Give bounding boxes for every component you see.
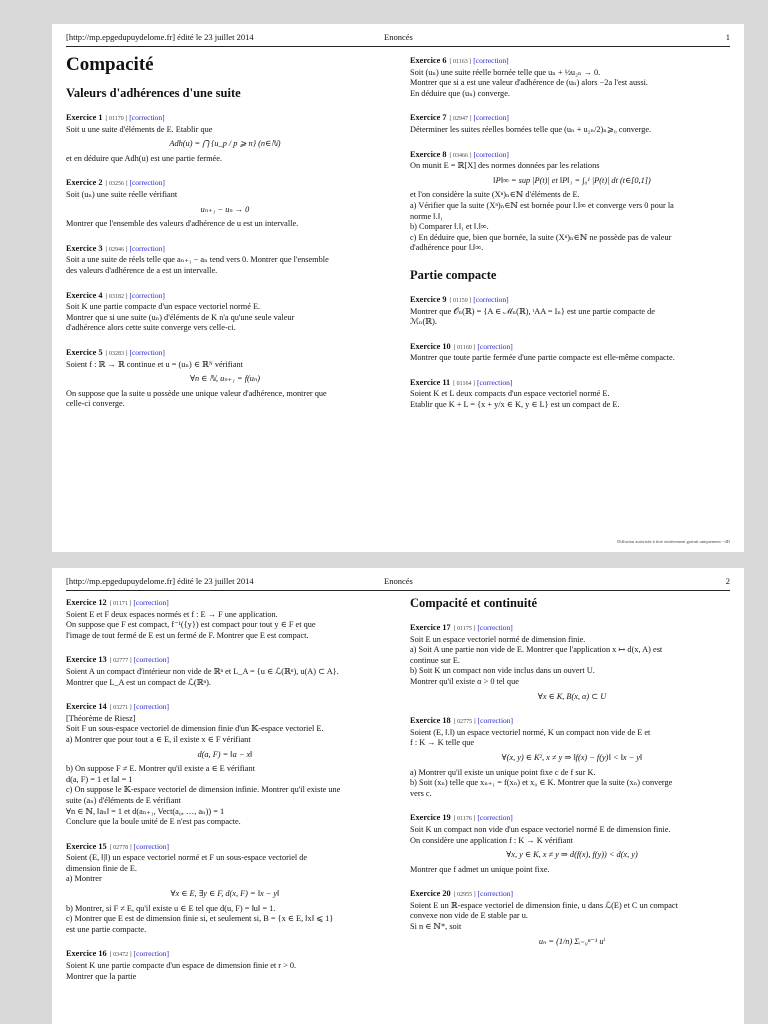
display-formula: ∀(x, y) ∈ K², x ≠ y ⇒ ‖f(x) − f(y)‖ < ‖x − y‖ xyxy=(501,752,643,762)
exercise-text: celle-ci converge. xyxy=(66,399,125,409)
exercise-text: Soit a une suite de réels telle que aₙ₊₁ − aₙ tend vers 0. Montrer que l'ensemble xyxy=(66,255,329,265)
exercise xyxy=(410,378,734,411)
exercise-text: suite (aₙ) d'éléments de E vérifiant xyxy=(66,795,181,805)
exercise-text: d(a, F) = 1 et ‖a‖ = 1 xyxy=(66,774,133,784)
correction-link[interactable]: [correction] xyxy=(477,623,513,632)
correction-link[interactable]: [correction] xyxy=(133,702,170,712)
exercise-code: [ 03283 ] xyxy=(105,350,128,357)
exercise-heading xyxy=(66,244,384,256)
exercise-text: et l'on considère la suite (Xⁿ)ₙ∈ℕ d'éléments de E. xyxy=(410,190,580,200)
exercise-text: Soient K et L deux compacts d'un espace vectoriel normé E. xyxy=(410,389,610,399)
exercise-code: [ 01171 ] xyxy=(109,601,132,607)
exercise-text: Soient E et F deux espaces normés et f : E → F une application. xyxy=(66,609,278,619)
exercise xyxy=(66,113,384,164)
correction-link[interactable]: [correction] xyxy=(477,716,514,726)
exercise-code: [ 01164 ] xyxy=(453,380,475,387)
exercise-text: c) En déduire que, bien que bornée, la suite (Xⁿ)ₙ∈ℕ ne possède pas de valeur xyxy=(410,232,672,242)
correction-link[interactable]: [correction] xyxy=(129,113,165,122)
exercise-text: a) Vérifier que la suite (Xⁿ)ₙ∈ℕ est bornée pour ‖.‖∞ et converge vers 0 pour la xyxy=(410,200,674,210)
page-1 xyxy=(52,24,744,552)
exercise xyxy=(410,889,734,947)
correction-link[interactable]: [correction] xyxy=(129,290,165,300)
exercise-heading xyxy=(410,378,734,390)
exercise-text: b) On suppose F ≠ E. Montrer qu'il existe a ∈ E vérifiant xyxy=(66,764,255,774)
section-title: Valeurs d'adhérences d'une suite xyxy=(66,86,241,100)
display-formula: ‖P‖∞ = sup |P(t)| et ‖P‖₁ = ∫₀¹ |P(t)| dt (t∈[0,1]) xyxy=(493,175,651,185)
exercise-heading xyxy=(66,702,384,714)
exercise-text: Soient E un ℝ-espace vectoriel de dimension finie, u dans ℒ(E) et C un compact xyxy=(410,900,678,910)
exercise-heading xyxy=(66,113,384,125)
exercise-heading xyxy=(410,56,734,68)
display-formula: Adh(u) = ⋂ {u_p / p ⩾ n} (n∈ℕ) xyxy=(169,139,281,149)
page-title: Compacité xyxy=(66,54,154,75)
exercise-text: Montrer que L_A est un compact de ℒ(ℝⁿ). xyxy=(66,677,211,687)
exercise-text: b) Soit K un compact non vide inclus dans un ouvert U. xyxy=(410,666,595,676)
exercise-heading xyxy=(66,348,384,360)
exercise-text: dimension finie de E. xyxy=(66,863,137,873)
correction-link[interactable]: [correction] xyxy=(477,813,513,823)
exercise-title: Exercice 9 xyxy=(410,294,447,304)
exercise-text: Si n ∈ ℕ*, soit xyxy=(410,922,462,932)
exercise-text: c) On suppose le 𝕂-espace vectoriel de dimension infinie. Montrer qu'il existe une xyxy=(66,785,341,795)
correction-link[interactable]: [correction] xyxy=(476,377,513,387)
exercise-text: Montrer que toute partie fermée d'une partie compacte est elle-même compacte. xyxy=(410,353,675,363)
exercise-heading xyxy=(410,889,734,901)
exercise-title: Exercice 2 xyxy=(66,178,103,188)
exercise-code: [ 01170 ] xyxy=(105,116,128,122)
left-column xyxy=(66,52,384,424)
exercise-text: Déterminer les suites réelles bornées telle que (uₙ + u₂ₙ/2)ₙ⩾₀ converge. xyxy=(410,124,652,134)
exercise-text: Soit K une partie compacte d'un espace vectoriel normé E. xyxy=(66,302,261,312)
exercise xyxy=(410,56,734,99)
exercise-title: Exercice 14 xyxy=(66,702,107,712)
exercise xyxy=(410,295,734,328)
exercise-text: l'image de tout fermé de E est un fermé de F. Montrer que E est compact. xyxy=(66,630,309,640)
page-header xyxy=(66,32,730,47)
page-footer: Diffusion autorisée à titre entièrement gratuit uniquement - dD xyxy=(617,539,730,544)
exercise xyxy=(66,655,384,688)
exercise-text: Montrer que l'ensemble des valeurs d'adhérence de u est un intervalle. xyxy=(66,219,299,229)
exercise-heading xyxy=(66,178,384,190)
page-2 xyxy=(52,568,744,1024)
exercise-title: Exercice 11 xyxy=(410,377,451,387)
exercise-title: Exercice 17 xyxy=(410,623,451,632)
exercise-text: a) Montrer qu'il existe un unique point fixe c de f sur K. xyxy=(410,767,596,777)
exercise-heading xyxy=(66,842,384,854)
exercise-code: [ 01163 ] xyxy=(449,59,472,65)
exercise-title: Exercice 6 xyxy=(410,56,447,65)
exercise-text: Montrer que f admet un unique point fixe. xyxy=(410,864,550,874)
exercise-title: Exercice 16 xyxy=(66,949,107,959)
exercise-code: [ 03271 ] xyxy=(109,705,132,712)
exercise-text: Soient (E, ‖.‖) un espace vectoriel normé, K un compact non vide de E et xyxy=(410,727,651,737)
exercise-text: Soit K un compact non vide d'un espace vectoriel normé E de dimension finie. xyxy=(410,824,671,834)
exercise-text: vers c. xyxy=(410,788,432,798)
correction-link[interactable]: [correction] xyxy=(477,341,513,351)
exercise-text: Soit (uₙ) une suite réelle vérifiant xyxy=(66,189,178,199)
exercise-text: continue sur E. xyxy=(410,655,461,665)
left-column xyxy=(66,598,384,996)
exercise-code: [ 02778 ] xyxy=(109,844,132,851)
exercise-text: des valeurs d'adhérence de a est un intervalle. xyxy=(66,265,218,275)
exercise-text: Montrer qu'il existe α > 0 tel que xyxy=(410,676,519,686)
exercise xyxy=(410,716,734,799)
exercise-title: Exercice 5 xyxy=(66,347,103,357)
page-number: 1 xyxy=(725,32,730,42)
exercise-text: On munit E = ℝ[X] des normes données par les relations xyxy=(410,161,600,171)
exercise-text: On suppose que F est compact, f⁻¹({y}) est compact pour tout y ∈ F et que xyxy=(66,620,316,630)
exercise-text: Montrer que si a est une valeur d'adhérence de (uₙ) alors −2a l'est aussi. xyxy=(410,78,648,88)
exercise xyxy=(66,178,384,229)
display-formula: ∀x ∈ K, B(x, α) ⊂ U xyxy=(537,691,607,701)
exercise-text: Montrer que si une suite (uₙ) d'éléments de K n'a qu'une seule valeur xyxy=(66,312,295,322)
exercise-title: Exercice 19 xyxy=(410,813,451,823)
display-formula: uₙ = (1/n) Σᵢ₌₀ⁿ⁻¹ uⁱ xyxy=(538,936,606,946)
exercise xyxy=(410,113,734,135)
exercise xyxy=(410,150,734,254)
exercise-text: Soit F un sous-espace vectoriel de dimension finie d'un 𝕂-espace vectoriel E. xyxy=(66,724,324,734)
exercise-text: Soient f : ℝ → ℝ continue et u = (uₙ) ∈ ℝᴺ vérifiant xyxy=(66,359,243,369)
exercise-code: [ 02775 ] xyxy=(453,719,476,726)
exercise-text: On suppose que la suite u possède une unique valeur d'adhérence, montrer que xyxy=(66,388,327,398)
exercise-text: b) Montrer, si F ≠ E, qu'il existe u ∈ E tel que d(u, F) = ‖u‖ = 1. xyxy=(66,903,276,913)
right-column xyxy=(410,56,734,425)
exercise xyxy=(66,244,384,277)
exercise-heading xyxy=(410,150,734,162)
exercise-text: Soient A un compact d'intérieur non vide de ℝⁿ et L_A = {u ∈ ℒ(ℝⁿ), u(A) ⊂ A}. xyxy=(66,666,339,676)
exercise-text: d'adhérence alors cette suite converge vers celle-ci. xyxy=(66,323,236,333)
correction-link[interactable]: [correction] xyxy=(473,56,509,65)
exercise-heading xyxy=(410,623,734,635)
exercise xyxy=(66,291,384,334)
exercise-text: et en déduire que Adh(u) est une partie fermée. xyxy=(66,153,222,163)
exercise-text: ∀n ∈ ℕ, ‖aₙ‖ = 1 et d(aₙ₊₁, Vect(a₀, …, aₙ)) = 1 xyxy=(66,806,225,816)
exercise-code: [ 01159 ] xyxy=(449,297,472,304)
exercise-text: c) Montrer que E est de dimension finie si, et seulement si, B = {x ∈ E, ‖x‖ ⩽ 1} xyxy=(66,914,334,924)
exercise-title: Exercice 10 xyxy=(410,341,451,351)
exercise xyxy=(410,342,734,364)
exercise xyxy=(66,702,384,828)
exercise-text: Montrer que 𝒪ₙ(ℝ) = {A ∈ ℳₙ(ℝ), ᵗAA = Iₙ} est une partie compacte de xyxy=(410,306,655,316)
exercise-text: est une partie compacte. xyxy=(66,924,147,934)
exercise-code: [ 02947 ] xyxy=(449,116,472,123)
exercise-heading xyxy=(66,949,384,961)
exercise-text: b) Comparer ‖.‖₁ et ‖.‖∞. xyxy=(410,222,489,232)
correction-link[interactable]: [correction] xyxy=(473,294,509,304)
exercise-list xyxy=(410,295,734,411)
exercise-text: d'adhérence pour ‖.‖∞. xyxy=(410,243,484,253)
exercise-code: [ 01160 ] xyxy=(453,344,476,351)
header-section: Enoncés xyxy=(384,576,413,586)
page-number: 2 xyxy=(725,576,730,586)
header-source: [http://mp.epgedupuydelome.fr] édité le 23 juillet 2014 xyxy=(66,576,254,586)
exercise-title: Exercice 18 xyxy=(410,716,451,726)
exercise-text: En déduire que (uₙ) converge. xyxy=(410,88,510,98)
exercise-heading xyxy=(410,295,734,307)
header-section: Enoncés xyxy=(384,32,413,42)
exercise-list xyxy=(410,56,734,254)
correction-link[interactable]: [correction] xyxy=(133,598,169,607)
exercise-title: Exercice 8 xyxy=(410,149,447,159)
exercise-text: On considère une application f : K → K vérifiant xyxy=(410,835,573,845)
correction-link[interactable]: [correction] xyxy=(133,949,170,959)
correction-link[interactable]: [correction] xyxy=(129,243,165,253)
exercise-code: [ 02777 ] xyxy=(109,658,132,665)
exercise-heading xyxy=(410,716,734,728)
correction-link[interactable]: [correction] xyxy=(129,178,165,188)
exercise-code: [ 01175 ] xyxy=(453,626,476,632)
exercise-code: [ 02955 ] xyxy=(453,892,476,899)
display-formula: ∀x ∈ E, ∃y ∈ F, d(x, F) = ‖x − y‖ xyxy=(170,889,280,899)
exercise-text: Soient K une partie compacte d'un espace de dimension finie et r > 0. xyxy=(66,961,297,971)
exercise-list xyxy=(66,598,384,982)
exercise-title: Exercice 7 xyxy=(410,113,447,123)
exercise-text: [Théorème de Riesz] xyxy=(66,713,136,723)
exercise-text: Conclure que la boule unité de E n'est pas compacte. xyxy=(66,817,241,827)
section-title: Compacité et continuité xyxy=(410,596,538,610)
exercise-text: a) Montrer xyxy=(66,874,102,884)
exercise xyxy=(410,813,734,875)
exercise-title: Exercice 1 xyxy=(66,113,103,122)
header-source: [http://mp.epgedupuydelome.fr] édité le 23 juillet 2014 xyxy=(66,32,254,42)
correction-link[interactable]: [correction] xyxy=(473,113,509,123)
exercise xyxy=(66,348,384,410)
correction-link[interactable]: [correction] xyxy=(133,841,170,851)
exercise-code: [ 03182 ] xyxy=(105,293,128,300)
exercise-title: Exercice 15 xyxy=(66,841,107,851)
exercise-heading xyxy=(410,813,734,825)
exercise-code: [ 02946 ] xyxy=(105,246,128,253)
exercise-text: Soit u une suite d'éléments de E. Etablir que xyxy=(66,124,213,134)
exercise-heading xyxy=(66,598,384,610)
exercise xyxy=(66,842,384,936)
exercise-text: a) Soit A une partie non vide de E. Montrer que l'application x ↦ d(x, A) est xyxy=(410,645,663,655)
exercise xyxy=(66,949,384,982)
exercise-text: Soit E un espace vectoriel normé de dimension finie. xyxy=(410,634,586,644)
exercise-code: [ 03256 ] xyxy=(105,181,128,188)
exercise-code: [ 01176 ] xyxy=(453,816,476,823)
exercise-text: Montrer que la partie xyxy=(66,971,137,981)
exercise-text: b) Soit (xₙ) telle que xₙ₊₁ = f(xₙ) et x₀ ∈ K. Montrer que la suite (xₙ) converge xyxy=(410,778,673,788)
exercise-text: f : K → K telle que xyxy=(410,738,475,748)
correction-link[interactable]: [correction] xyxy=(133,655,170,665)
correction-link[interactable]: [correction] xyxy=(477,889,514,899)
exercise-code: [ 03466 ] xyxy=(449,152,472,159)
exercise xyxy=(66,598,384,641)
exercise-text: convexe non vide de E stable par u. xyxy=(410,911,528,921)
display-formula: ∀x, y ∈ K, x ≠ y ⇒ d(f(x), f(y)) < d(x, y) xyxy=(506,850,638,860)
page-header xyxy=(66,576,730,591)
exercise-heading xyxy=(66,655,384,667)
correction-link[interactable]: [correction] xyxy=(473,149,509,159)
display-formula: d(a, F) = ‖a − x‖ xyxy=(197,749,253,759)
exercise-list xyxy=(66,113,384,410)
exercise-text: ℳₙ(ℝ). xyxy=(410,317,437,327)
exercise-title: Exercice 12 xyxy=(66,598,107,607)
right-column xyxy=(410,596,734,961)
display-formula: ∀n ∈ ℕ, uₙ₊₁ = f(uₙ) xyxy=(189,374,261,384)
exercise-title: Exercice 20 xyxy=(410,889,451,899)
exercise-code: [ 03472 ] xyxy=(109,952,132,959)
exercise-text: norme ‖.‖₁ xyxy=(410,211,443,221)
exercise-title: Exercice 4 xyxy=(66,290,103,300)
exercise-list xyxy=(410,623,734,947)
section-title: Partie compacte xyxy=(410,267,497,282)
exercise-text: Soient (E, ‖|‖) un espace vectoriel normé et F un sous-espace vectoriel de xyxy=(66,853,308,863)
exercise-text: a) Montrer que pour tout a ∈ E, il existe x ∈ F vérifiant xyxy=(66,734,251,744)
exercise-heading xyxy=(410,342,734,354)
exercise-text: Etablir que K + L = {x + y/x ∈ K, y ∈ L} est un compact de E. xyxy=(410,400,620,410)
exercise-heading xyxy=(66,291,384,303)
exercise-title: Exercice 13 xyxy=(66,655,107,665)
exercise-title: Exercice 3 xyxy=(66,243,103,253)
display-formula: uₙ₊₁ − uₙ → 0 xyxy=(200,204,250,214)
exercise-heading xyxy=(410,113,734,125)
exercise xyxy=(410,623,734,702)
exercise-text: Soit (uₙ) une suite réelle bornée telle que uₙ + ½u₂ₙ → 0. xyxy=(410,67,601,77)
correction-link[interactable]: [correction] xyxy=(129,347,165,357)
